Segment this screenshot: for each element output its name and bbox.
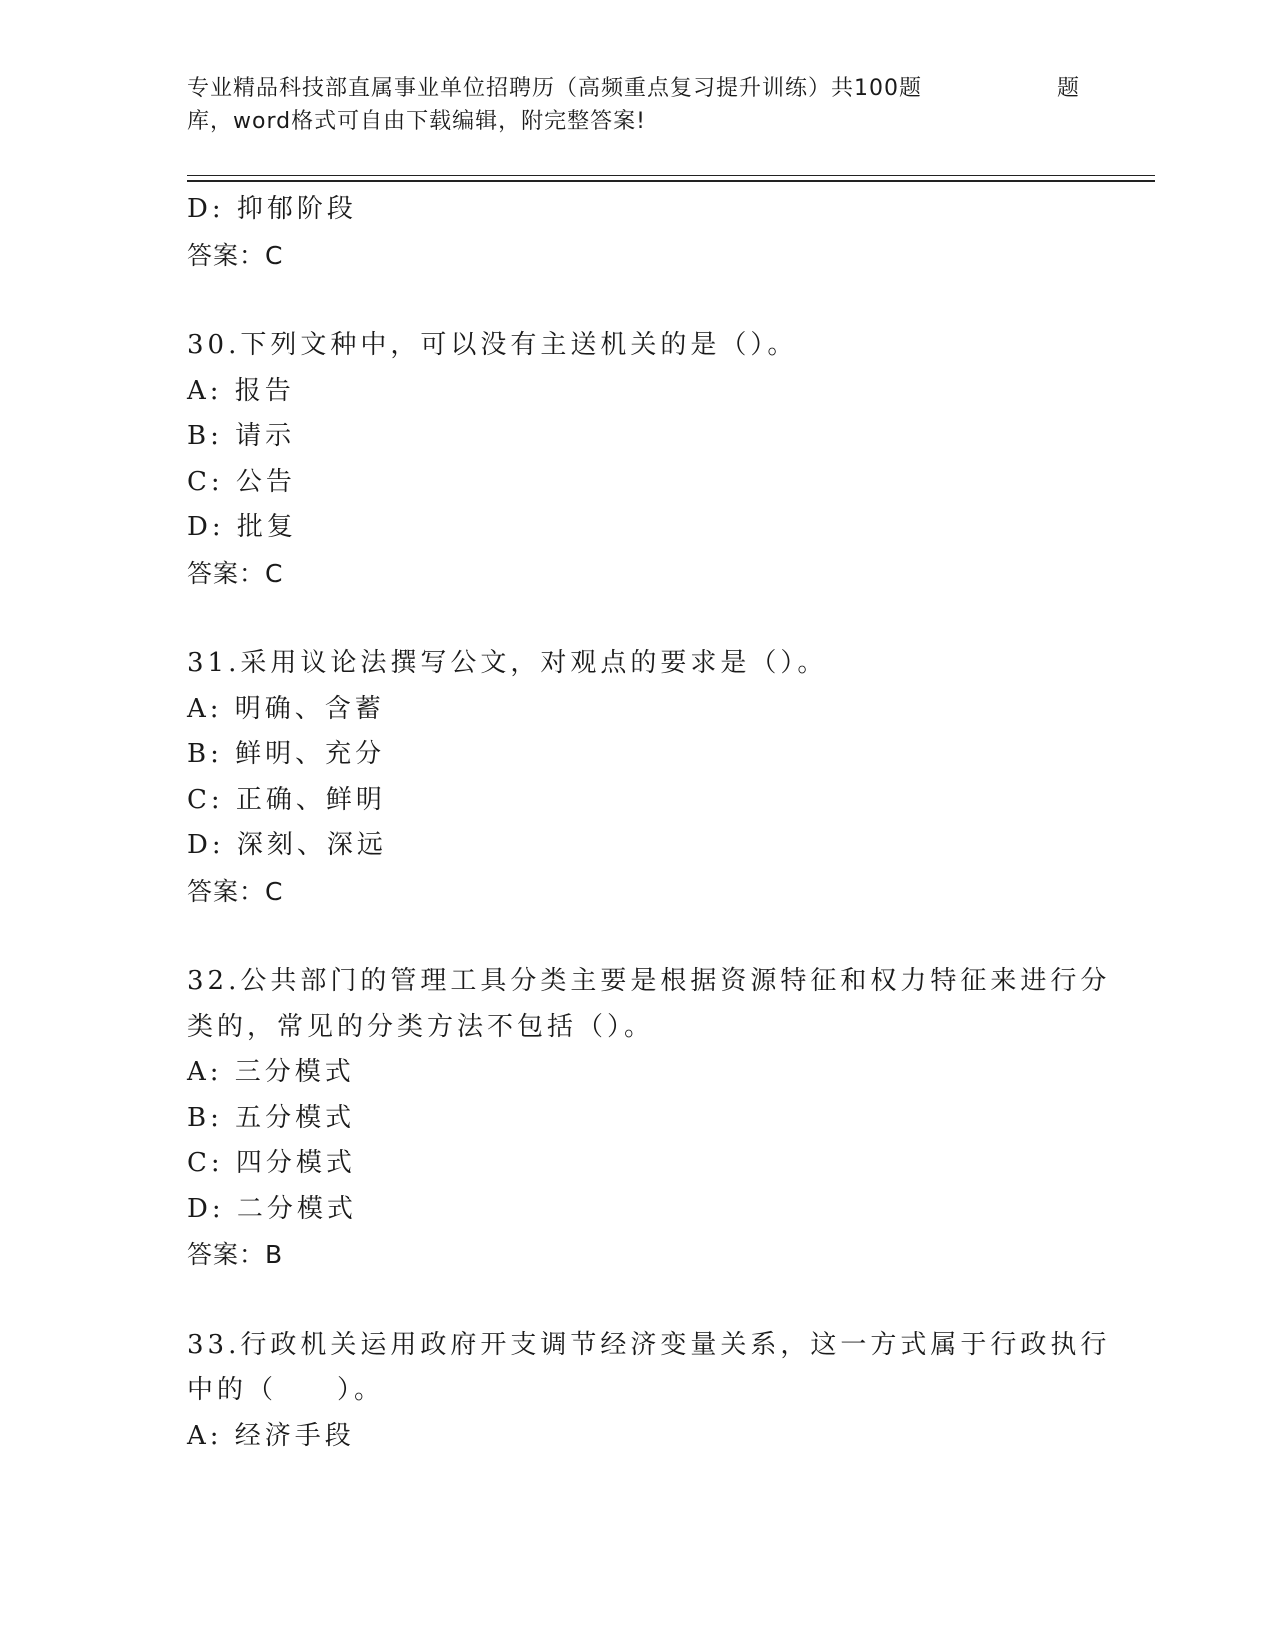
question-32 — [187, 959, 1111, 1278]
header-title-tail: 题 — [1057, 76, 1081, 101]
question-29-tail — [187, 187, 1087, 278]
option-d: D: 抑郁阶段 — [187, 194, 357, 224]
option-d: D: 深刻、深远 — [187, 830, 387, 860]
header-title-text: 专业精品科技部直属事业单位招聘历（高频重点复习提升训练）共100题 — [187, 76, 922, 101]
option-a: A: 报告 — [187, 375, 295, 406]
option-a: A: 明确、含蓄 — [187, 693, 385, 724]
answer: 答案：C — [187, 558, 284, 588]
option-b: B: 五分模式 — [187, 1102, 356, 1133]
option-d: D: 批复 — [187, 512, 297, 542]
question-stem-line-1: 33.行政机关运用政府开支调节经济变量关系，这一方式属于行政执行 — [187, 1329, 1111, 1360]
answer: 答案：B — [187, 1240, 284, 1269]
option-c: C: 正确、鲜明 — [187, 784, 386, 815]
option-b: B: 鲜明、充分 — [187, 739, 386, 769]
option-a: A: 三分模式 — [187, 1057, 355, 1087]
option-c: C: 四分模式 — [187, 1148, 356, 1178]
header-rule-thin — [187, 175, 1155, 176]
question-stem-line-1: 32.公共部门的管理工具分类主要是根据资源特征和权力特征来进行分 — [187, 966, 1111, 996]
page-header — [187, 72, 1087, 138]
answer: 答案：C — [187, 240, 284, 270]
question-stem-line-2: 类的，常见的分类方法不包括（）。 — [187, 1011, 655, 1042]
header-line-1 — [187, 72, 1087, 105]
answer: 答案：C — [187, 876, 284, 906]
question-30 — [187, 323, 1087, 596]
question-33 — [187, 1323, 1111, 1460]
question-stem: 31.采用议论法撰写公文，对观点的要求是（）。 — [187, 648, 828, 678]
header-rule-thick — [187, 180, 1155, 182]
header-line-2: 库，word格式可自由下载编辑，附完整答案! — [187, 109, 646, 134]
option-d: D: 二分模式 — [187, 1193, 357, 1224]
question-stem-line-2: 中的（ ）。 — [187, 1375, 385, 1405]
question-31 — [187, 641, 1087, 914]
option-b: B: 请示 — [187, 421, 296, 451]
option-a: A: 经济手段 — [187, 1420, 355, 1451]
question-list — [187, 187, 1111, 1459]
option-c: C: 公告 — [187, 466, 296, 497]
question-stem: 30.下列文种中，可以没有主送机关的是（）。 — [187, 330, 798, 360]
